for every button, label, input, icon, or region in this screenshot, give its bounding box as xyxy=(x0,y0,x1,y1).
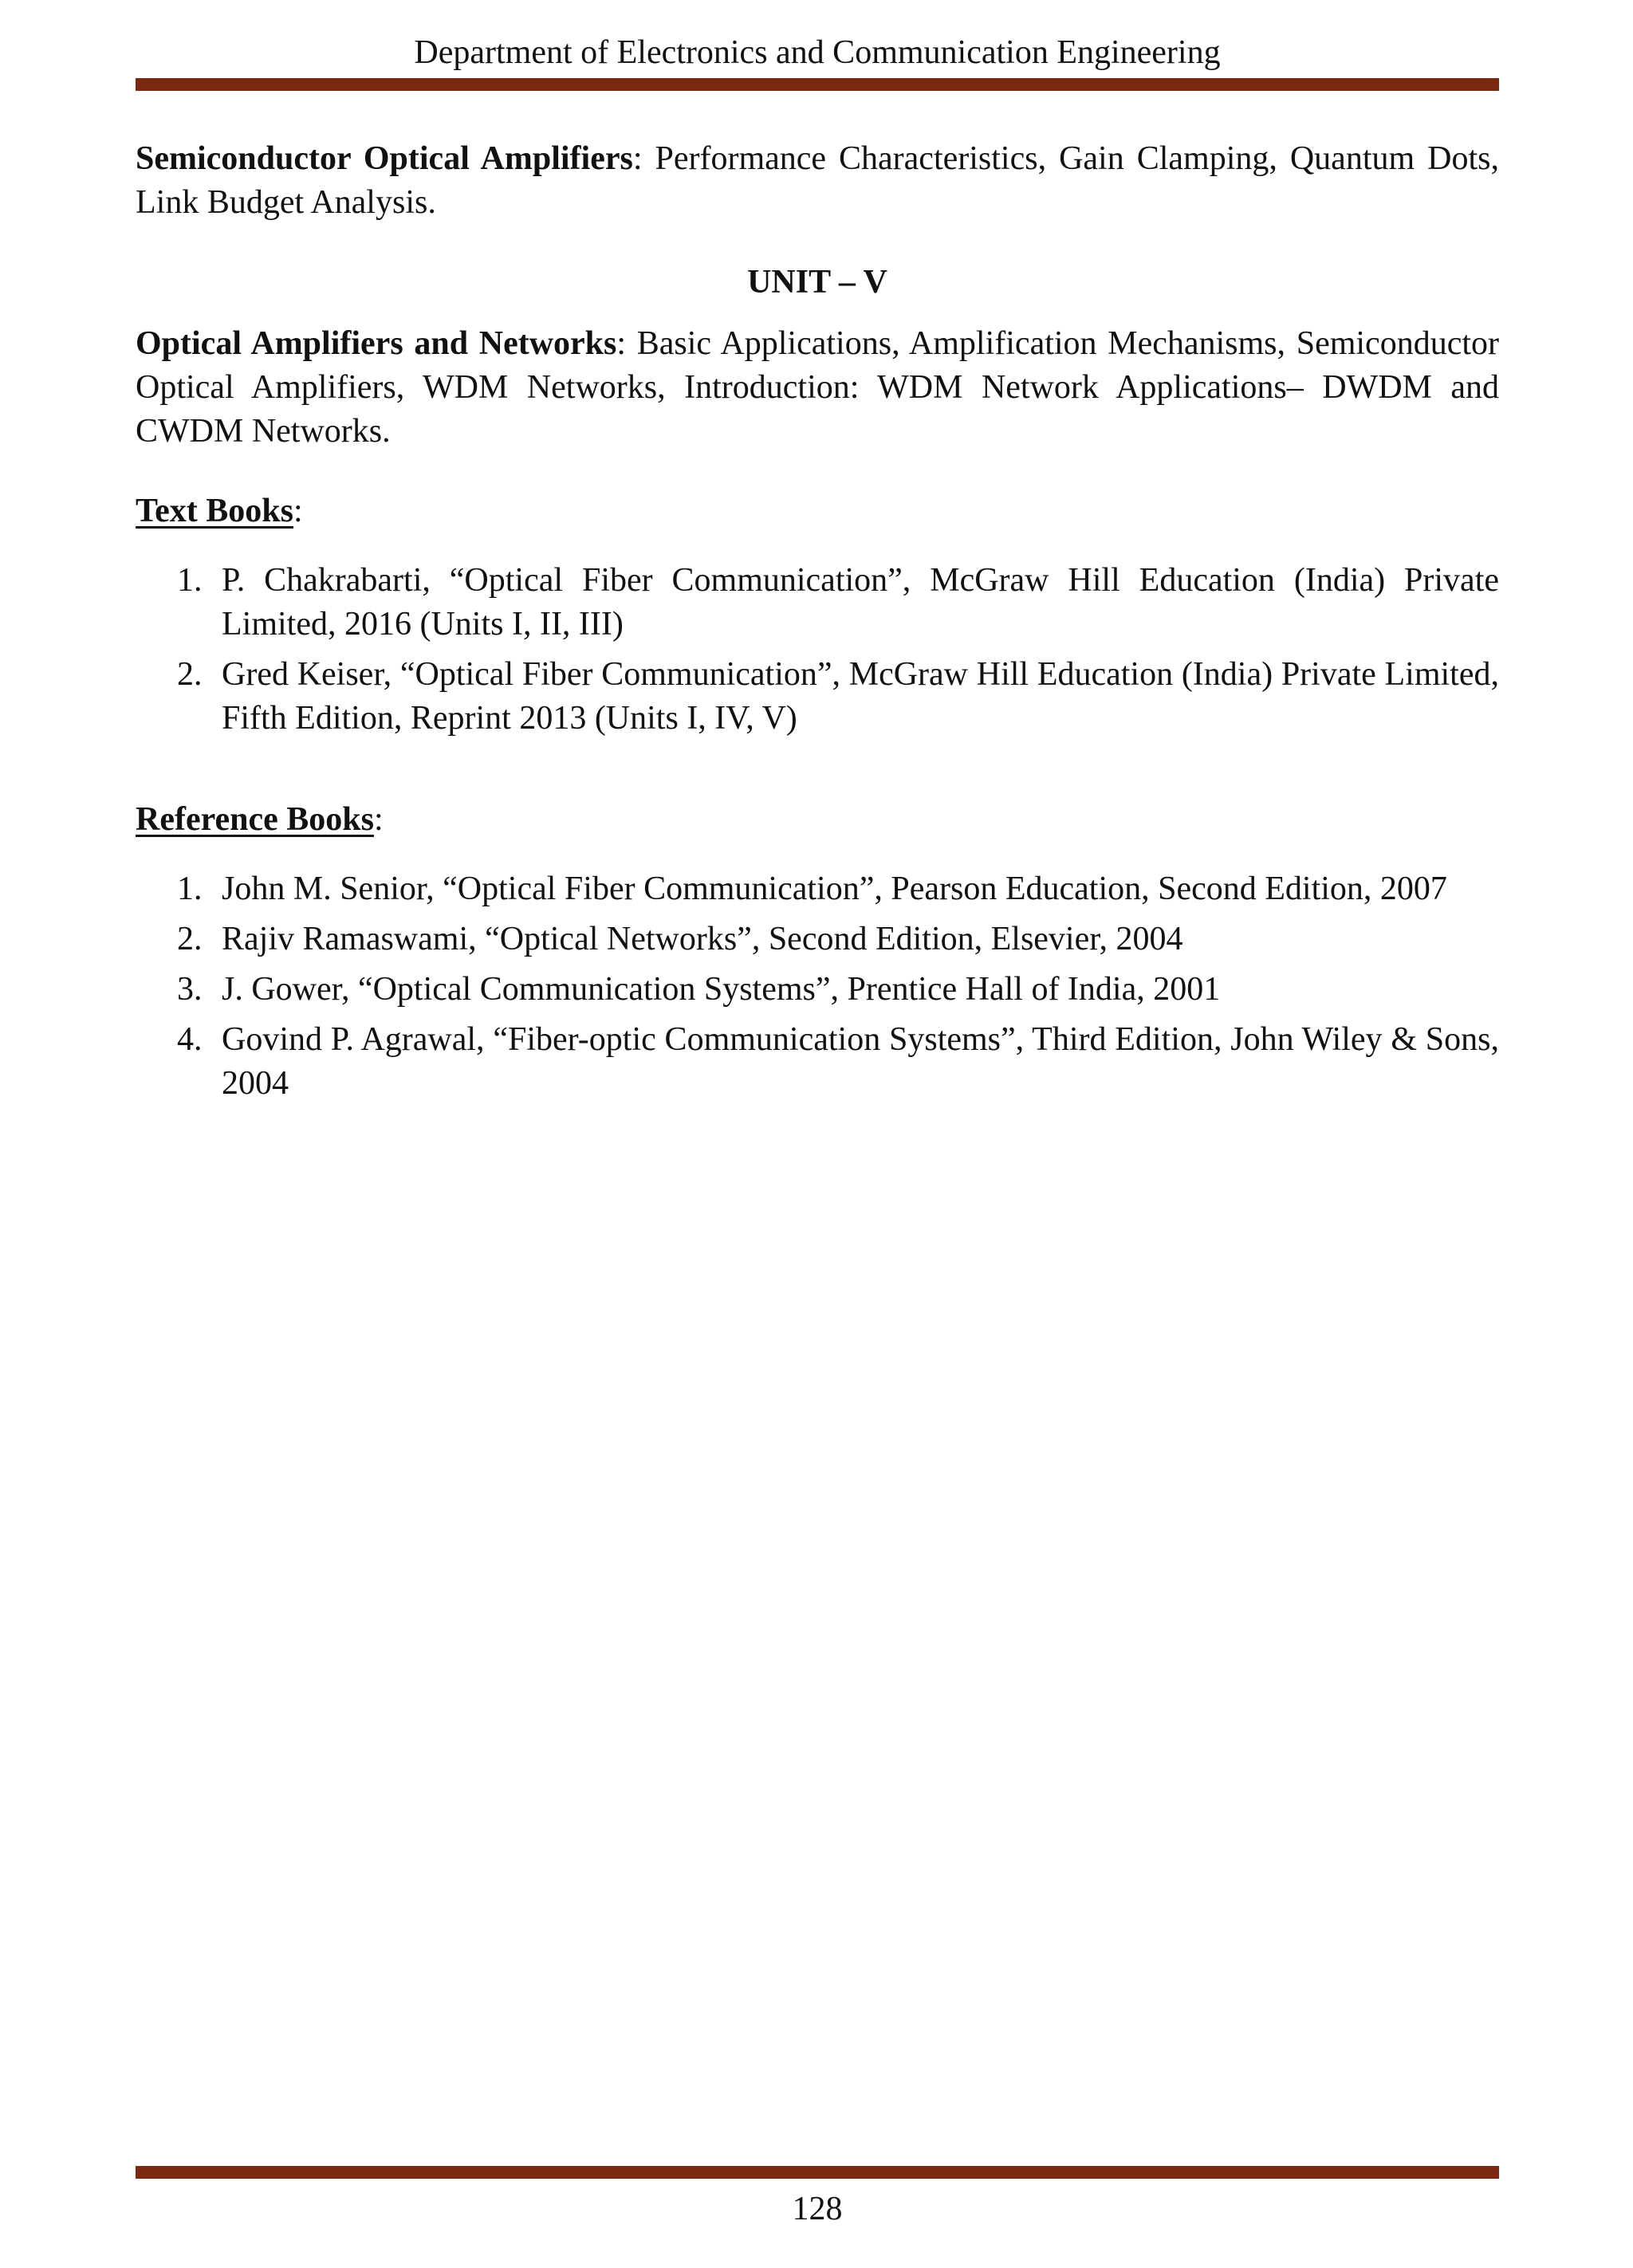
list-item-number: 2. xyxy=(177,921,203,957)
header-rule xyxy=(136,78,1499,91)
list-item-text: P. Chakrabarti, “Optical Fiber Communication”, McGraw Hill Education (India) Private Limited, 2016 (Units I, II, III) xyxy=(222,562,1499,643)
list-item xyxy=(136,559,1499,647)
semiconductor-amplifiers-paragraph xyxy=(136,137,1499,225)
list-item xyxy=(136,918,1499,961)
list-item xyxy=(136,867,1499,911)
paragraph-text: : Basic Applications, Amplification Mechanisms, Semiconductor Optical Amplifiers, WDM Networks, Introduction: WDM Network Applications– DWDM and CWDM Networks. xyxy=(136,325,1499,450)
reference-books-heading xyxy=(136,798,1499,842)
list-item-number: 1. xyxy=(177,871,203,907)
paragraph-lead: Semiconductor Optical Amplifiers xyxy=(136,140,633,177)
page-header-title: Department of Electronics and Communication Engineering xyxy=(414,34,1221,71)
paragraph-text: : Performance Characteristics, Gain Clamping, Quantum Dots, Link Budget Analysis. xyxy=(136,140,1499,221)
list-item-number: 2. xyxy=(177,656,203,693)
list-item xyxy=(136,968,1499,1012)
text-books-list xyxy=(136,559,1499,741)
list-item-text: Rajiv Ramaswami, “Optical Networks”, Second Edition, Elsevier, 2004 xyxy=(222,921,1183,957)
page-content xyxy=(136,137,1499,1112)
section-heading-label: Reference Books xyxy=(136,801,374,838)
paragraph-lead: Optical Amplifiers and Networks xyxy=(136,325,617,362)
unit-paragraph xyxy=(136,322,1499,454)
list-item-text: J. Gower, “Optical Communication Systems”, Prentice Hall of India, 2001 xyxy=(222,971,1221,1008)
list-item-text: Gred Keiser, “Optical Fiber Communication”, McGraw Hill Education (India) Private Limited, Fifth Edition, Reprint 2013 (Units I, IV, V) xyxy=(222,656,1499,737)
section-heading-colon: : xyxy=(373,801,384,838)
list-item-text: John M. Senior, “Optical Fiber Communication”, Pearson Education, Second Edition, 2007 xyxy=(222,871,1447,907)
section-heading-label: Text Books xyxy=(136,493,294,529)
list-item xyxy=(136,1018,1499,1106)
reference-books-list xyxy=(136,867,1499,1106)
list-item-number: 1. xyxy=(177,562,203,599)
unit-heading: UNIT – V xyxy=(747,264,887,301)
page-number: 128 xyxy=(792,2191,843,2227)
list-item-text: Govind P. Agrawal, “Fiber-optic Communication Systems”, Third Edition, John Wiley & Sons, 2004 xyxy=(222,1021,1499,1102)
list-item-number: 3. xyxy=(177,971,203,1008)
list-item-number: 4. xyxy=(177,1021,203,1058)
section-heading-colon: : xyxy=(293,493,303,529)
footer-rule xyxy=(136,2166,1499,2179)
list-item xyxy=(136,653,1499,741)
text-books-heading xyxy=(136,489,1499,533)
